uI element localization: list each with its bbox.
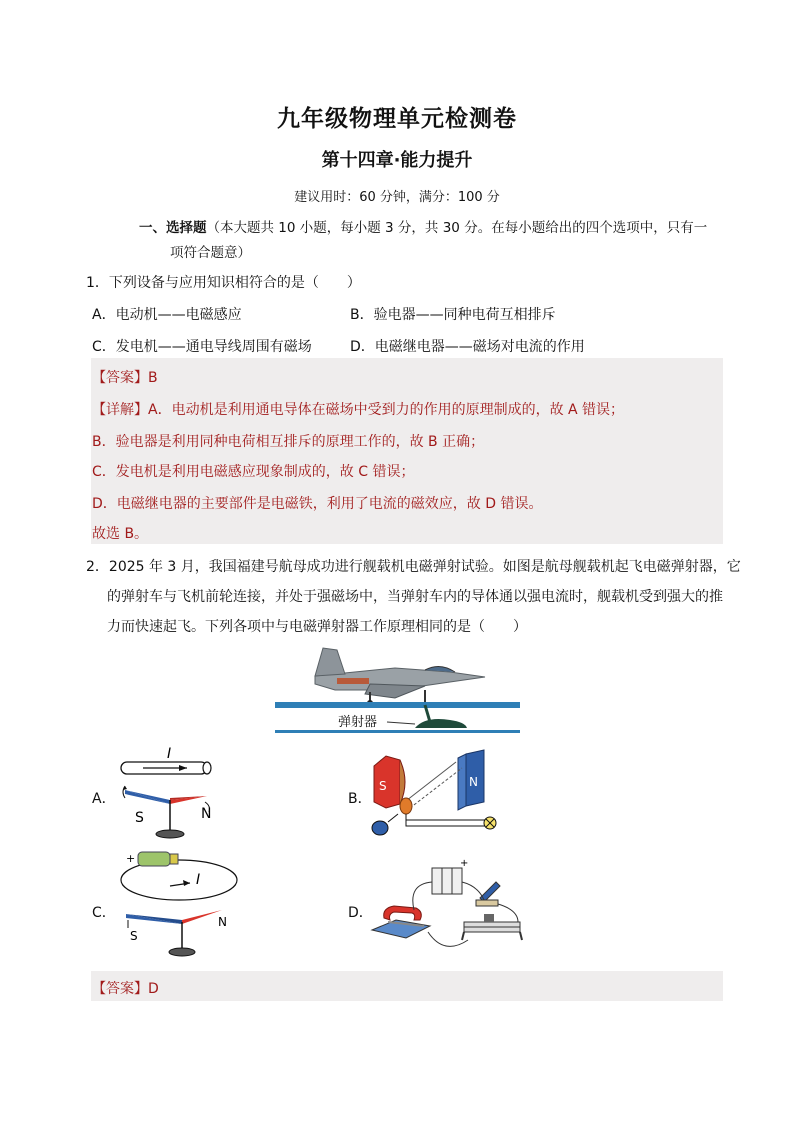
q1-conclusion: 故选 B。 bbox=[92, 526, 149, 542]
q1-answer-box bbox=[91, 358, 723, 544]
q2-stem-line3: 力而快速起飞。下列各项中与电磁弹射器工作原理相同的是（ ） bbox=[107, 619, 527, 635]
q1-detail-4: D．电磁继电器的主要部件是电磁铁，利用了电流的磁效应，故 D 错误。 bbox=[92, 496, 543, 512]
answer-value: B bbox=[148, 370, 158, 386]
answer-tag: 【答案】 bbox=[92, 370, 148, 386]
q2-stem-line1: 2．2025 年 3 月，我国福建号航母成功进行舰载机电磁弹射试验。如图是航母舰载机起飞电磁弹射器，它 bbox=[86, 559, 741, 575]
figure-c-current-label: I bbox=[196, 872, 201, 888]
figure-b-n-label: N bbox=[469, 775, 478, 789]
answer-value: D bbox=[148, 981, 159, 997]
q2-answer-box bbox=[91, 971, 723, 1001]
detail-text-1: A．电动机是利用通电导体在磁场中受到力的作用的原理制成的，故 A 错误； bbox=[148, 402, 625, 418]
figure-c-plus-label: + bbox=[126, 852, 136, 865]
figure-a-s-label: S bbox=[135, 810, 144, 826]
figure-d-motor-circuit bbox=[368, 856, 528, 960]
figure-c-loop-compass bbox=[114, 846, 244, 958]
q1-option-a: A．电动机——电磁感应 bbox=[92, 307, 242, 323]
section-name: 选择题 bbox=[166, 220, 207, 236]
q2-option-a: A． bbox=[92, 791, 116, 807]
figure-a-compass-wire bbox=[115, 742, 215, 842]
q2-stem-line2: 的弹射车与飞机前轮连接，并处于强磁场中，当弹射车内的导体通以强电流时，舰载机受到强大的推 bbox=[107, 589, 723, 605]
q2-option-b: B． bbox=[348, 791, 372, 807]
deck-stripe-bottom bbox=[275, 730, 520, 733]
q1-answer bbox=[92, 367, 158, 387]
q1-option-c: C．发电机——通电导线周围有磁场 bbox=[92, 339, 312, 355]
section-desc-line2: 项符合题意） bbox=[170, 245, 251, 261]
figure-label: 弹射器 bbox=[338, 715, 378, 730]
fighter-jet-icon bbox=[315, 648, 485, 708]
page-subtitle: 第十四章·能力提升 bbox=[321, 150, 473, 171]
figure-a-current-label: I bbox=[167, 746, 172, 762]
section-number: 一、 bbox=[139, 220, 166, 236]
section-desc-line1: （本大题共 10 小题，每小题 3 分，共 30 分。在每小题给出的四个选项中，只有一 bbox=[206, 220, 708, 236]
deck-stripe-top bbox=[275, 702, 520, 708]
battery-plus-sign: + bbox=[460, 858, 469, 869]
q1-option-b: B．验电器——同种电荷互相排斥 bbox=[350, 307, 556, 323]
catapult-figure bbox=[275, 642, 520, 740]
q1-option-d: D．电磁继电器——磁场对电流的作用 bbox=[350, 339, 585, 355]
q1-detail-1 bbox=[92, 399, 624, 419]
figure-a-n-label: N bbox=[201, 806, 212, 822]
answer-tag: 【答案】 bbox=[92, 981, 148, 997]
q1-detail-3: C．发电机是利用电磁感应现象制成的，故 C 错误； bbox=[92, 464, 415, 480]
page-title: 九年级物理单元检测卷 bbox=[277, 106, 517, 132]
q2-answer bbox=[92, 978, 159, 998]
figure-b-s-label: S bbox=[379, 779, 387, 793]
figure-c-n-label: N bbox=[218, 915, 227, 929]
q1-detail-2: B．验电器是利用同种电荷相互排斥的原理工作的，故 B 正确； bbox=[92, 434, 485, 450]
catapult-shuttle bbox=[415, 719, 467, 728]
q2-option-c: C． bbox=[92, 905, 116, 921]
time-info: 建议用时：60 分钟，满分：100 分 bbox=[294, 190, 500, 205]
figure-b-generator bbox=[366, 742, 506, 842]
detail-tag: 【详解】 bbox=[92, 402, 148, 418]
figure-c-s-label: S bbox=[130, 929, 138, 943]
q1-stem: 1．下列设备与应用知识相符合的是（ ） bbox=[86, 275, 361, 291]
section-heading bbox=[139, 216, 729, 266]
q2-option-d: D． bbox=[348, 905, 373, 921]
